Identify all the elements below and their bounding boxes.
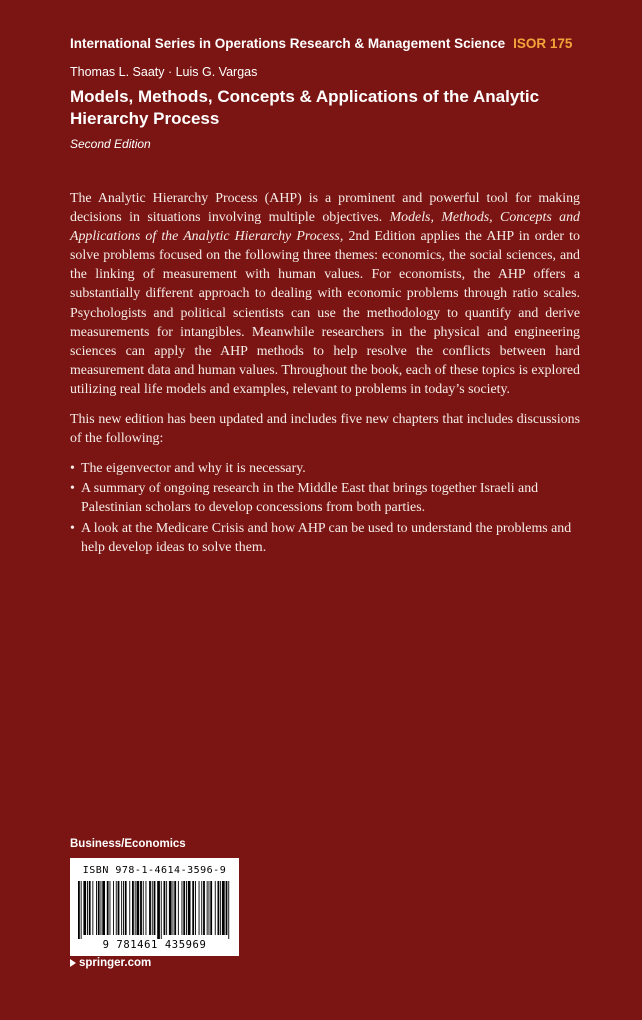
barcode-bar [116,881,117,935]
list-item: • The eigenvector and why it is necessary. [70,459,580,478]
barcode-bar [222,881,225,935]
description-text-continued: 2nd Edition applies the AHP in order to solve problems focused on the following three themes: economics, the social sciences, and the linking of measurement with human values. For economists, the AHP offers a substantially different approach to dealing with economic problems through ratio scales. Psychologists and political scientists can use the methodology to quantify and derive measurements for intangibles. Meanwhile researchers in the physical and engineering sciences can apply the AHP methods to help resolve the conflicts between hard measurement data and human values. Throughout the book, each of these topics is explored utilizing real life models and examples, relevant to problems in today’s society. [70,229,580,397]
barcode-bar [178,881,179,935]
barcode-bar [110,881,111,935]
edition: Second Edition [70,137,151,151]
topics-list [70,459,580,556]
description [70,189,580,558]
barcode-bar [107,881,109,935]
barcode-bar [98,881,100,935]
book-title: Models, Methods, Concepts & Applications of the Analytic Hierarchy Process [70,87,540,128]
barcode-bar [140,881,142,935]
barcode-bar [101,881,102,935]
barcode-bar [125,881,127,935]
description-paragraph-2: This new edition has been updated and includes five new chapters that includes discussions of the following: [70,412,580,447]
barcode-bar [203,881,205,935]
barcode-bar [186,881,187,935]
barcode-bar [137,881,140,935]
list-item: • A summary of ongoing research in the Middle East that brings together Israeli and Palestinian scholars to develop concessions from both parties. [70,479,580,517]
description-text: The Analytic Hierarchy Process (AHP) is a prominent and powerful tool for making decisions in situations involving multiple objectives. [70,191,580,226]
barcode-bar [132,881,134,935]
category-label: Business/Economics [70,838,186,850]
barcode-bar [164,881,166,935]
barcode-bar [218,881,220,935]
barcode-bar [135,881,136,935]
barcode-bar [78,881,80,939]
barcode-bar [123,881,124,935]
barcode-bar [173,881,174,935]
book-title-italic: Models, Methods, Concepts and Applications of the Analytic Hierarchy Process, [70,210,580,245]
authors: Thomas L. Saaty · Luis G. Vargas [70,65,258,79]
barcode-bar [121,881,122,935]
barcode-bar [83,881,86,935]
barcode-bar [146,881,147,935]
barcode-bar [118,881,120,935]
list-item: • A look at the Medicare Crisis and how AHP can be used to understand the problems and help develop ideas to solve them. [70,519,580,557]
barcode-bar [81,881,82,939]
barcode-bar [149,881,151,935]
barcode-bar [210,881,212,935]
barcode-bar [192,881,194,935]
barcode-bar [215,881,216,935]
barcode-bar [226,881,228,935]
barcode-bar [207,881,208,935]
barcode-bars [78,881,231,939]
barcode-bar [87,881,88,935]
barcode-bar [96,881,97,935]
barcode-bar [195,881,196,935]
isbn-number: ISBN 978-1-4614-3596-9 [82,865,227,876]
barcode-bar [161,881,162,939]
barcode-bar [154,881,156,935]
barcode-bar [220,881,221,935]
barcode-bar [113,881,114,935]
publisher-url: springer.com [79,957,152,969]
barcode-bar [188,881,191,935]
series-header [70,36,590,51]
barcode-bar [199,881,200,935]
barcode-bar [183,881,185,935]
barcode-bar [92,881,93,935]
barcode-bar [152,881,153,935]
barcode-bar [169,881,172,935]
barcode-bar [129,881,130,935]
publisher-link[interactable] [70,957,151,969]
barcode-bar [143,881,144,935]
ean-number: 9 781461 435969 [102,939,207,951]
series-number: ISOR 175 [513,36,573,51]
barcode-bar [89,881,91,935]
barcode-bar [174,881,176,935]
description-paragraph-1 [70,189,580,399]
barcode-bar [209,881,210,935]
barcode-bar [157,881,160,939]
arrow-icon [70,959,76,967]
barcode-bar [166,881,167,935]
barcode-bar [182,881,183,935]
barcode-bar [228,881,229,939]
barcode-bar [201,881,202,935]
series-name: International Series in Operations Research & Management Science [70,36,506,51]
barcode [70,858,239,956]
barcode-bar [102,881,105,935]
